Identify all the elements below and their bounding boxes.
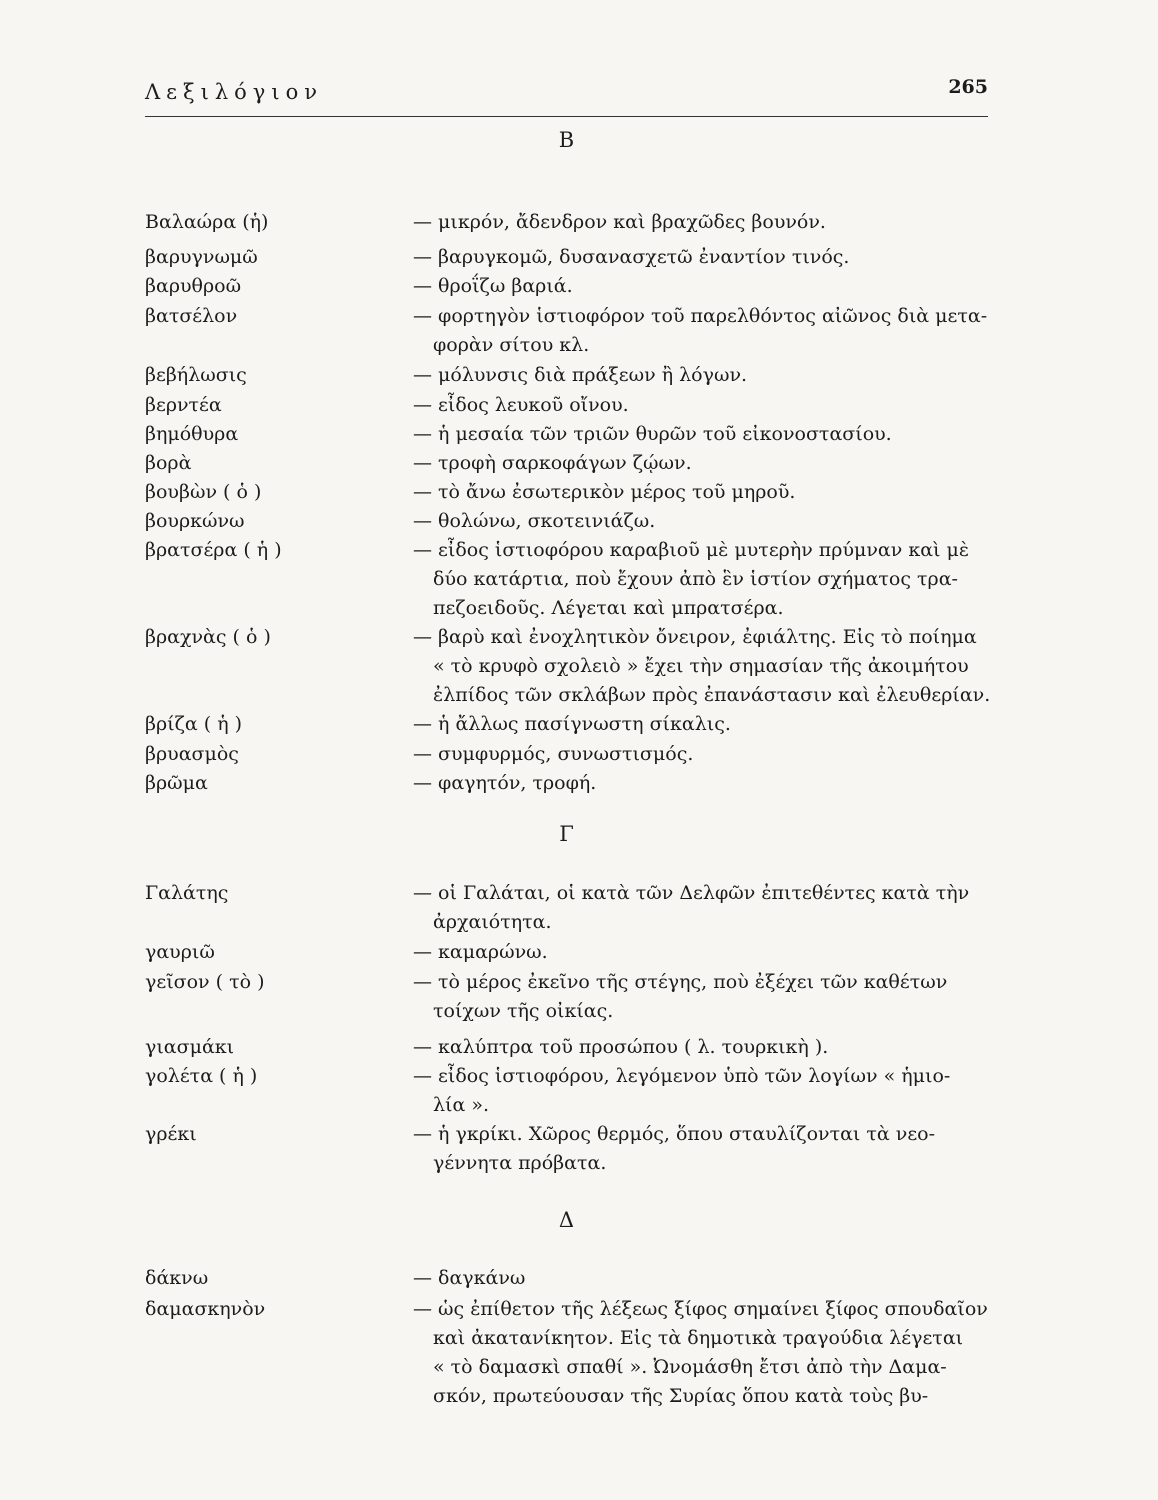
entry-definition bbox=[413, 272, 1001, 301]
definition-line: γέννητα πρόβατα. bbox=[433, 1152, 607, 1174]
entry-term: βουρκώνω bbox=[145, 510, 245, 532]
entry-term: βρίζα ( ἡ ) bbox=[145, 713, 243, 735]
entry-term: Γαλάτης bbox=[145, 882, 229, 904]
entry-definition bbox=[413, 1033, 1001, 1062]
section-letter-gamma: Γ bbox=[559, 822, 574, 846]
definition-line: — τὸ μέρος ἐκεῖνο τῆς στέγης, ποὺ ἐξέχει τῶν καθέτων bbox=[413, 971, 948, 993]
definition-line: — μικρόν, ἄδενδρον καὶ βραχῶδες βουνόν. bbox=[413, 211, 826, 233]
section-letter-delta: Δ bbox=[558, 1208, 575, 1232]
entry-definition bbox=[413, 769, 1001, 798]
definition-line: — ἡ μεσαία τῶν τριῶν θυρῶν τοῦ εἰκονοστασίου. bbox=[413, 423, 892, 445]
entry-term: βρυασμὸς bbox=[145, 743, 239, 765]
page-number: 265 bbox=[948, 76, 988, 98]
entry-term: βεβήλωσις bbox=[145, 364, 247, 386]
entry-term: γεῖσον ( τὸ ) bbox=[145, 971, 265, 993]
entry-definition bbox=[413, 449, 1001, 478]
entry-definition bbox=[413, 1062, 1001, 1120]
entry-term: βραχνὰς ( ὁ ) bbox=[145, 626, 271, 648]
entry-term: δάκνω bbox=[145, 1267, 209, 1289]
definition-line: — φαγητόν, τροφή. bbox=[413, 772, 597, 794]
definition-line: καὶ ἀκατανίκητον. Εἰς τὰ δημοτικὰ τραγούδια λέγεται bbox=[433, 1327, 964, 1349]
definition-line: — εἶδος λευκοῦ οἴνου. bbox=[413, 394, 629, 416]
entry-definition bbox=[413, 1295, 1001, 1411]
definition-line: λία ». bbox=[433, 1094, 490, 1116]
definition-line: — βαρὺ καὶ ἐνοχλητικὸν ὄνειρον, ἐφιάλτης. Εἰς τὸ ποίημα bbox=[413, 626, 977, 648]
entry-term: βατσέλον bbox=[145, 305, 238, 327]
entry-term: βουβὼν ( ὁ ) bbox=[145, 481, 262, 503]
running-header bbox=[145, 72, 988, 117]
entry-definition bbox=[413, 420, 1001, 449]
entry-definition bbox=[413, 478, 1001, 507]
definition-line: — καλύπτρα τοῦ προσώπου ( λ. τουρκικὴ ). bbox=[413, 1036, 829, 1058]
definition-line: « τὸ δαμασκὶ σπαθί ». Ὠνομάσθη ἔτσι ἀπὸ τὴν Δαμα- bbox=[433, 1356, 947, 1378]
definition-line: ἐλπίδος τῶν σκλάβων πρὸς ἐπανάστασιν καὶ ἐλευθερίαν. bbox=[433, 684, 991, 706]
entry-term: γιασμάκι bbox=[145, 1036, 235, 1058]
entry-term: δαμασκηνὸν bbox=[145, 1298, 266, 1320]
definition-line: — δαγκάνω bbox=[413, 1267, 526, 1289]
entry-definition bbox=[413, 740, 1001, 769]
entry-term: βερντέα bbox=[145, 394, 222, 416]
entry-term: γολέτα ( ἡ ) bbox=[145, 1065, 258, 1087]
entry-term: βρῶμα bbox=[145, 772, 208, 794]
definition-line: ἀρχαιότητα. bbox=[433, 911, 552, 933]
entry-definition bbox=[413, 938, 1001, 967]
definition-line: δύο κατάρτια, ποὺ ἔχουν ἀπὸ ἓν ἱστίον σχήματος τρα- bbox=[433, 568, 958, 590]
entry-definition bbox=[413, 302, 1001, 360]
definition-line: — βαρυγκομῶ, δυσανασχετῶ ἐναντίον τινός. bbox=[413, 246, 850, 268]
definition-line: — εἶδος ἱστιοφόρου καραβιοῦ μὲ μυτερὴν πρύμναν καὶ μὲ bbox=[413, 539, 970, 561]
section-letter-beta: Β bbox=[558, 128, 575, 152]
entry-term: βημόθυρα bbox=[145, 423, 239, 445]
definition-line: — τροφὴ σαρκοφάγων ζῴων. bbox=[413, 452, 692, 474]
definition-line: σκόν, πρωτεύουσαν τῆς Συρίας ὅπου κατὰ τοὺς βυ- bbox=[433, 1385, 929, 1407]
entry-definition bbox=[413, 507, 1001, 536]
definition-line: « τὸ κρυφὸ σχολειὸ » ἔχει τὴν σημασίαν τῆς ἀκοιμήτου bbox=[433, 655, 969, 677]
definition-line: — συμφυρμός, συνωστισμός. bbox=[413, 743, 694, 765]
definition-line: — καμαρώνω. bbox=[413, 941, 548, 963]
entry-term: γαυριῶ bbox=[145, 941, 215, 963]
entry-definition bbox=[413, 243, 1001, 272]
entry-term: βρατσέρα ( ἡ ) bbox=[145, 539, 282, 561]
entry-definition bbox=[413, 361, 1001, 390]
definition-line: — φορτηγὸν ἱστιοφόρον τοῦ παρελθόντος αἰῶνος διὰ μετα- bbox=[413, 305, 988, 327]
definition-line: — ἡ γκρίκι. Χῶρος θερμός, ὅπου σταυλίζονται τὰ νεο- bbox=[413, 1123, 936, 1145]
definition-line: — οἱ Γαλάται, οἱ κατὰ τῶν Δελφῶν ἐπιτεθέντες κατὰ τὴν bbox=[413, 882, 970, 904]
entry-term: βαρυθροῶ bbox=[145, 275, 242, 297]
entry-term: βαρυγνωμῶ bbox=[145, 246, 258, 268]
entry-definition bbox=[413, 208, 1001, 237]
entry-term: βορὰ bbox=[145, 452, 192, 474]
entry-definition bbox=[413, 879, 1001, 937]
entry-definition bbox=[413, 968, 1001, 1026]
entry-definition bbox=[413, 710, 1001, 739]
definition-line: — θροΐζω βαριά. bbox=[413, 275, 573, 297]
definition-line: — τὸ ἄνω ἐσωτερικὸν μέρος τοῦ μηροῦ. bbox=[413, 481, 796, 503]
definition-line: — ὡς ἐπίθετον τῆς λέξεως ξίφος σημαίνει ξίφος σπουδαῖον bbox=[413, 1298, 988, 1320]
entry-definition bbox=[413, 391, 1001, 420]
definition-line: — εἶδος ἱστιοφόρου, λεγόμενον ὑπὸ τῶν λογίων « ἡμιο- bbox=[413, 1065, 951, 1087]
definition-line: — μόλυνσις διὰ πράξεων ἢ λόγων. bbox=[413, 364, 748, 386]
entry-term: Βαλαώρα (ἡ) bbox=[145, 211, 269, 233]
definition-line: — θολώνω, σκοτεινιάζω. bbox=[413, 510, 656, 532]
entry-definition bbox=[413, 1264, 1001, 1293]
definition-line: φορὰν σίτου κλ. bbox=[433, 334, 590, 356]
entry-definition bbox=[413, 623, 1001, 710]
definition-line: πεζοειδοῦς. Λέγεται καὶ μπρατσέρα. bbox=[433, 597, 784, 619]
entry-definition bbox=[413, 536, 1001, 623]
definition-line: — ἡ ἄλλως πασίγνωστη σίκαλις. bbox=[413, 713, 731, 735]
entry-definition bbox=[413, 1120, 1001, 1178]
running-title: Λεξιλόγιον bbox=[145, 80, 323, 104]
definition-line: τοίχων τῆς οἰκίας. bbox=[433, 1000, 614, 1022]
entry-term: γρέκι bbox=[145, 1123, 197, 1145]
